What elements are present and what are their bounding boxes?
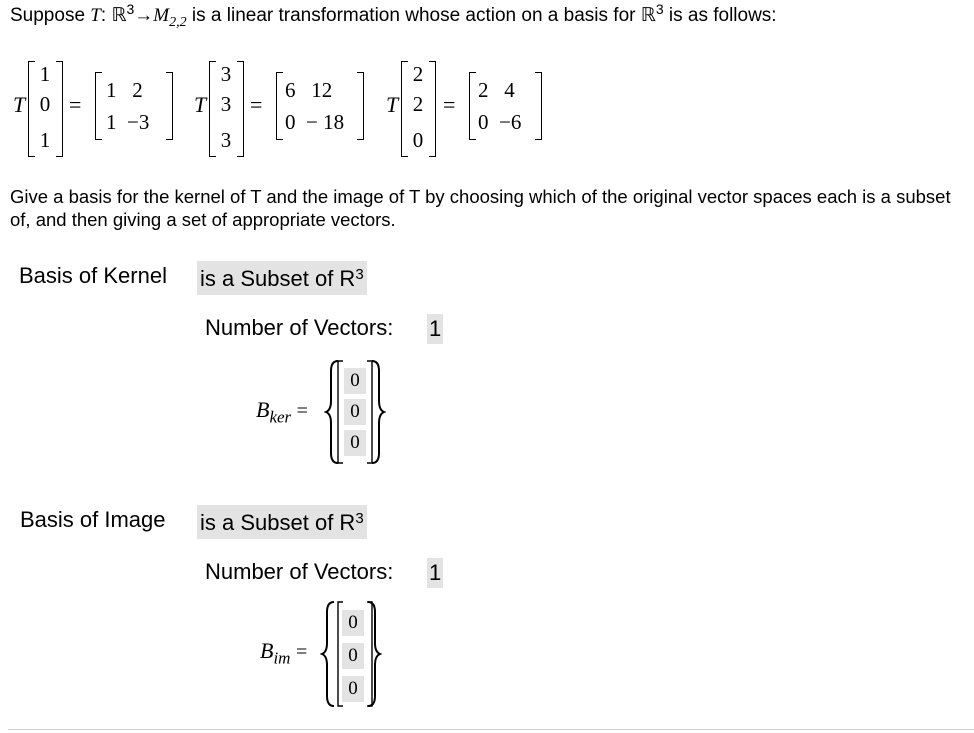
domain-exponent: 3	[126, 1, 135, 17]
codomain-symbol: M	[153, 5, 170, 26]
bracket-left-input-2	[209, 61, 216, 157]
kernel-vector-entry-2[interactable]: 0	[344, 399, 366, 425]
domain-symbol: ℝ	[111, 5, 127, 26]
input-3-entry-2: 2	[412, 92, 424, 116]
kernel-right-brace	[372, 361, 384, 463]
image-vector-entry-3[interactable]: 0	[342, 676, 364, 702]
kernel-basis-letter: B	[256, 397, 270, 422]
kernel-count-label: Number of Vectors:	[205, 315, 394, 340]
image-count-label: Number of Vectors:	[205, 559, 394, 584]
bracket-right-input-1	[56, 61, 63, 157]
kernel-basis-name	[256, 397, 308, 427]
input-1-entry-1: 1	[39, 62, 51, 86]
kernel-basis-subscript: ker	[269, 407, 292, 427]
bracket-right-output-2	[357, 72, 364, 140]
input-1-entry-3: 1	[39, 128, 51, 152]
output-1-row-1: 1 2	[106, 78, 143, 102]
image-vector-entry-1[interactable]: 0	[342, 610, 364, 636]
image-basis-equals: =	[295, 641, 308, 663]
bracket-left-output-1	[95, 72, 102, 140]
bracket-left-output-3	[469, 72, 476, 140]
input-3-entry-3: 0	[412, 128, 424, 152]
image-label: Basis of Image	[20, 507, 166, 532]
kernel-subset-select-text: is a Subset of R	[200, 266, 356, 291]
output-1-row-2: 1 −3	[106, 110, 150, 134]
bracket-left-input-1	[28, 61, 35, 157]
kernel-vector-entry-3[interactable]: 0	[344, 430, 366, 456]
equals-1: =	[69, 92, 82, 117]
kernel-vector-left-bracket	[338, 361, 343, 463]
input-2-entry-1: 3	[220, 62, 232, 86]
image-vector-entry-2[interactable]: 0	[342, 643, 364, 669]
codomain-subscript: 2,2	[169, 14, 187, 30]
kernel-count-input[interactable]: 1	[427, 314, 443, 344]
input-1-entry-2: 0	[39, 92, 51, 116]
basis-space-symbol: ℝ	[640, 5, 656, 26]
kernel-left-brace	[326, 361, 338, 463]
basis-space-exponent: 3	[655, 1, 664, 17]
equals-2: =	[250, 92, 263, 117]
image-subset-select[interactable]	[197, 505, 367, 539]
image-basis-name	[260, 638, 307, 668]
T-symbol-1: T	[13, 92, 26, 117]
intro-lead-text: Suppose	[10, 5, 91, 26]
input-3-entry-1: 2	[412, 62, 424, 86]
image-left-brace	[322, 602, 334, 706]
bracket-right-output-1	[166, 72, 173, 140]
output-2-row-2: 0 − 18	[285, 110, 345, 134]
output-3-row-2: 0 −6	[478, 110, 522, 134]
problem-intro	[10, 1, 777, 31]
bracket-right-input-2	[237, 61, 244, 157]
image-count-input[interactable]: 1	[427, 558, 443, 588]
input-2-entry-3: 3	[220, 128, 232, 152]
bracket-right-input-3	[429, 61, 436, 157]
kernel-vector-entry-1[interactable]: 0	[344, 368, 366, 394]
kernel-subset-select-exponent: 3	[355, 266, 364, 283]
image-vector-right-bracket	[367, 602, 372, 706]
intro-T-symbol: T	[90, 5, 101, 26]
output-2-row-1: 6 12	[285, 78, 333, 102]
input-2-entry-2: 3	[220, 92, 232, 116]
kernel-basis-equals: =	[296, 400, 308, 422]
T-symbol-2: T	[194, 92, 207, 117]
kernel-label: Basis of Kernel	[19, 263, 167, 288]
image-subset-select-text: is a Subset of R	[200, 510, 356, 535]
equals-3: =	[443, 92, 456, 117]
intro-tail-text: is as follows:	[663, 5, 777, 26]
image-basis-letter: B	[260, 638, 274, 663]
T-symbol-3: T	[386, 92, 399, 117]
bracket-right-output-3	[535, 72, 542, 140]
arrow-symbol: →	[134, 5, 154, 26]
output-3-row-1: 2 4	[478, 78, 515, 102]
image-right-brace	[368, 602, 380, 706]
intro-mid-text: is a linear transformation whose action on a basis for	[186, 5, 641, 26]
image-basis-subscript: im	[273, 648, 291, 668]
kernel-vector-right-bracket	[367, 361, 372, 463]
bottom-divider	[8, 729, 974, 730]
kernel-subset-select[interactable]	[197, 261, 367, 295]
intro-colon: :	[100, 5, 112, 26]
bracket-left-input-3	[401, 61, 408, 157]
bracket-left-output-2	[276, 72, 283, 140]
image-subset-select-exponent: 3	[355, 510, 364, 527]
instructions-text: Give a basis for the kernel of T and the image of T by choosing which of the original vector spaces each is a subset of, and then giving a set of appropriate vectors.	[10, 186, 951, 230]
